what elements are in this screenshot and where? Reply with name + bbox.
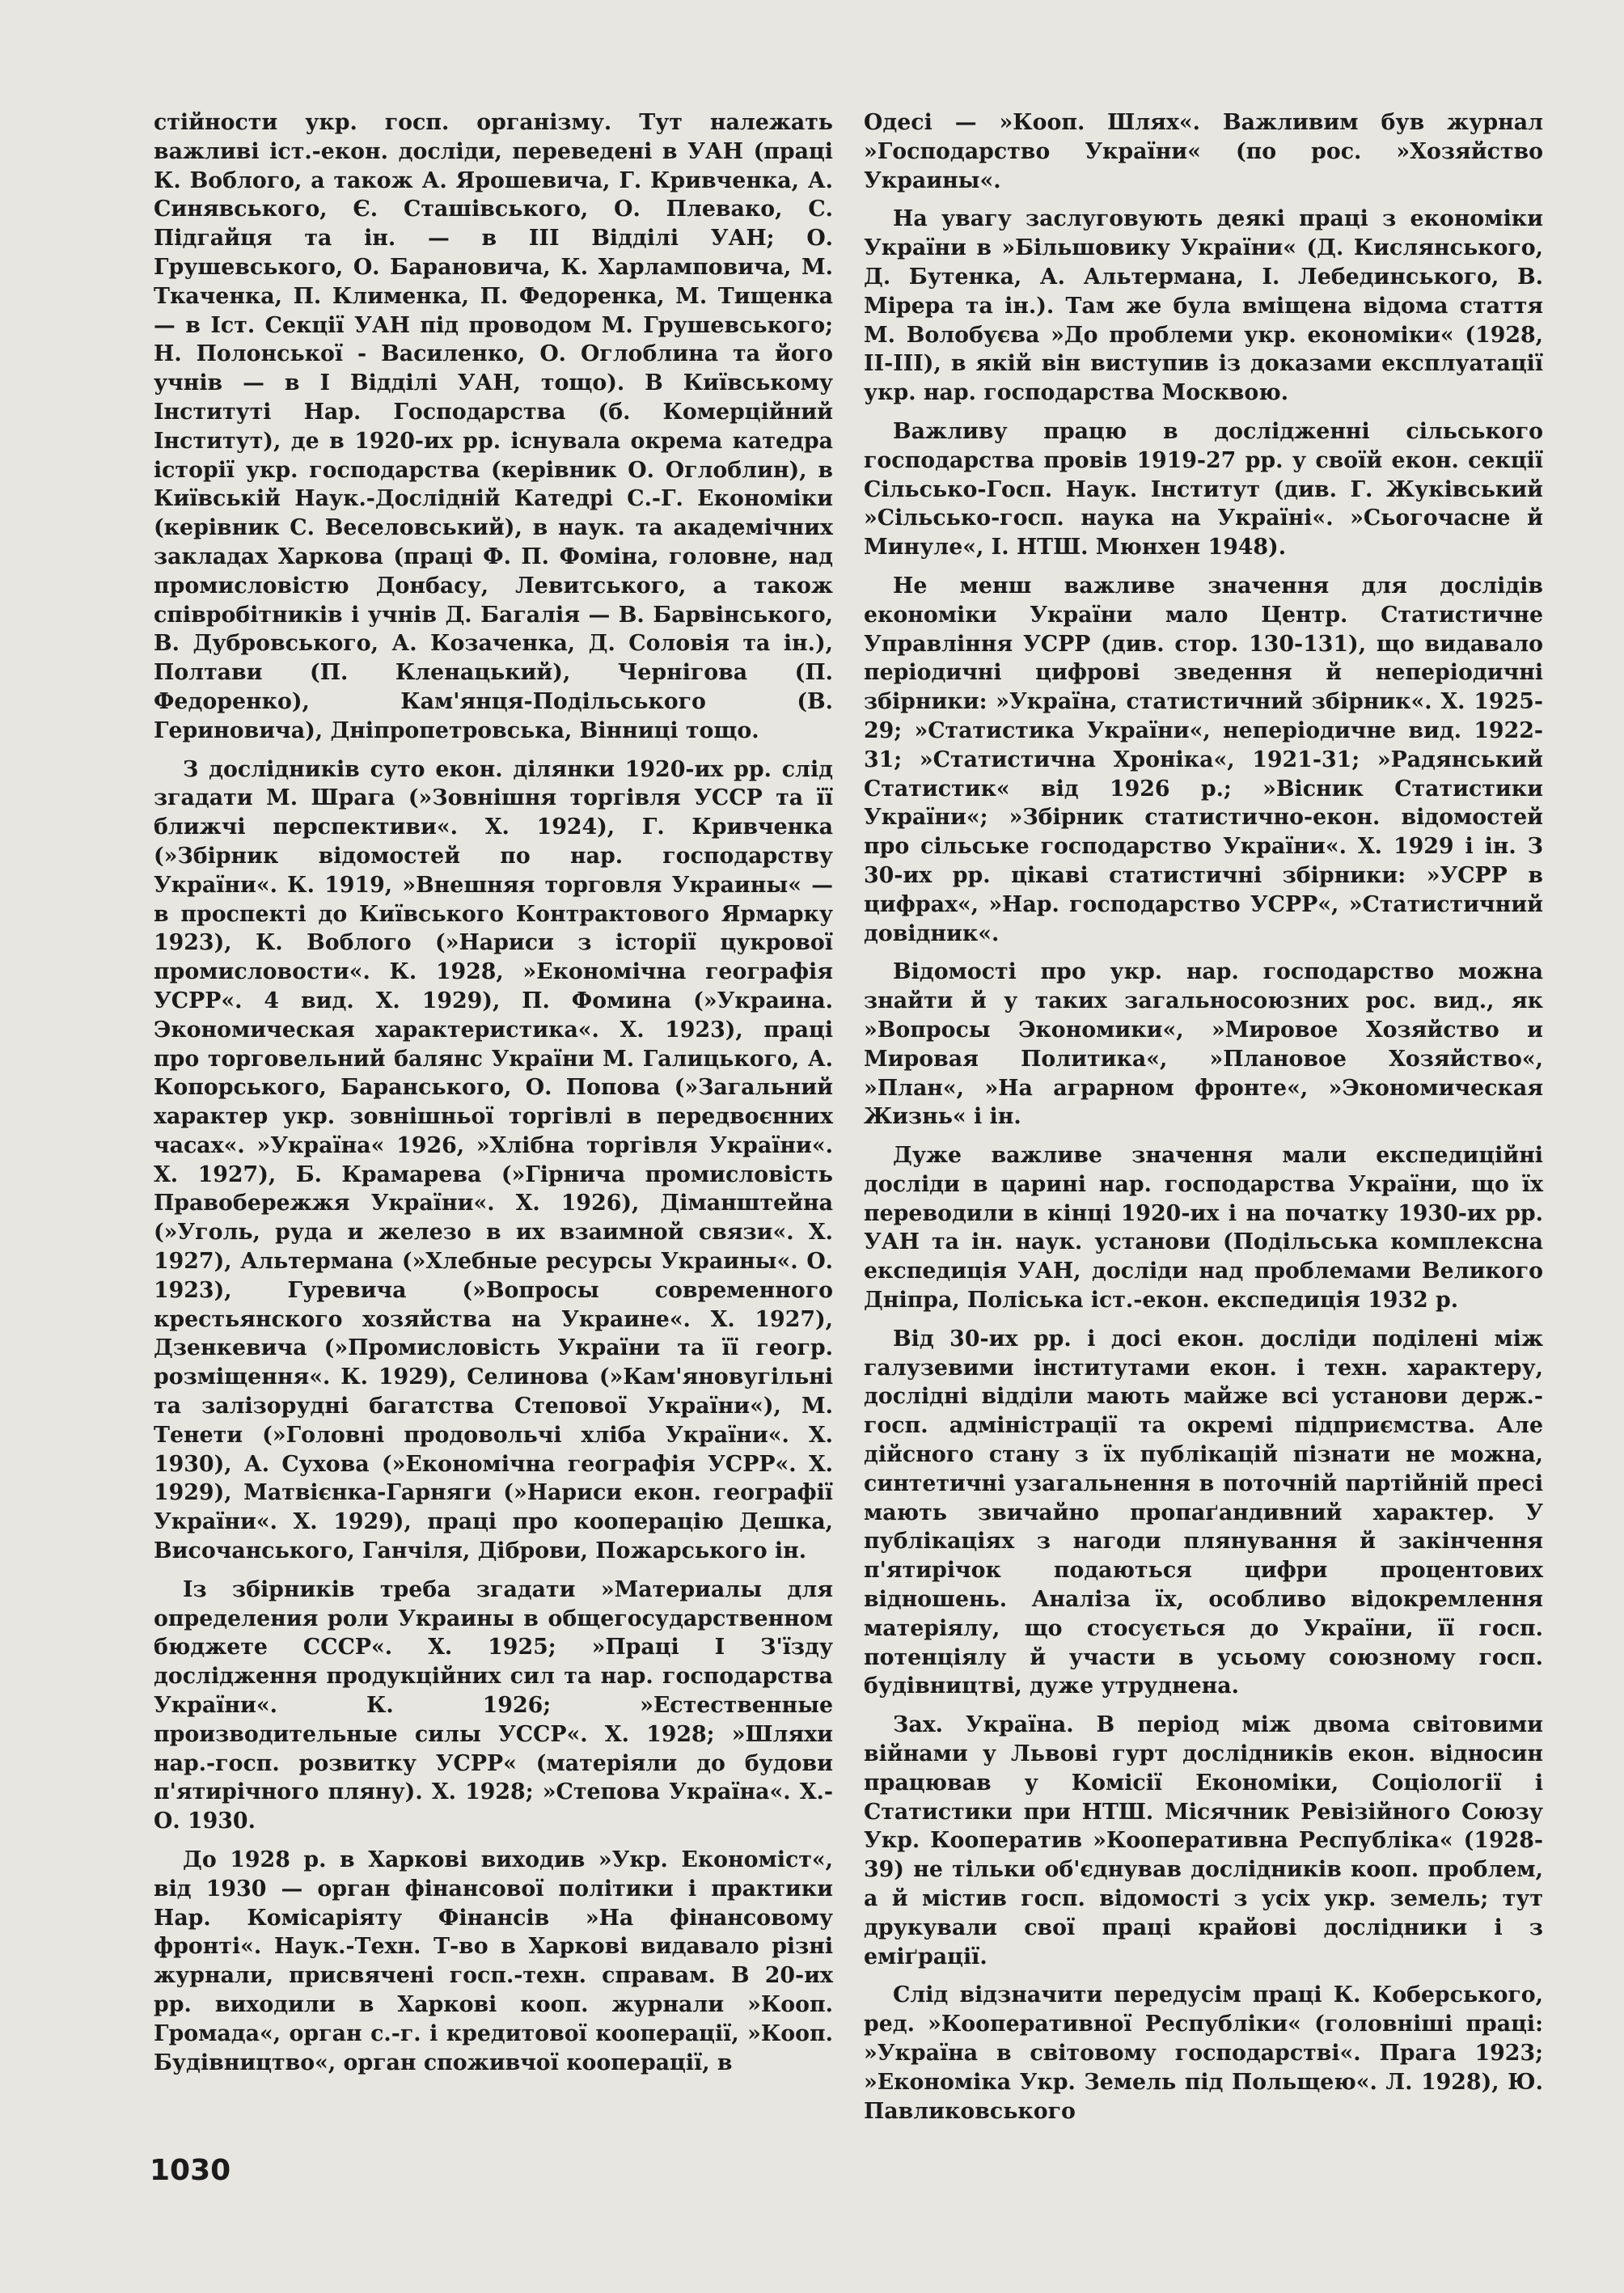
paragraph: На увагу заслуговують деякі праці з економіки України в »Більшовику України« (Д. Кислянського, Д. Бутенка, А. Альтермана, І. Лебединського, В. Мірера та ін.). Там же була вміщена відома стаття М. Волобуєва »До проблеми укр. економіки« (1928, II-III), в якій він виступив із доказами експлуатації укр. нар. господарства Москвою. [864, 206, 1543, 406]
paragraph: Відомості про укр. нар. господарство можна знайти й у таких загальносоюзних рос. вид., як »Вопросы Экономики«, »Мировое Хозяйство и Мировая Политика«, »Плановое Хозяйство«, »План«, »На аграрном фронте«, »Экономическая Жизнь« і ін. [864, 959, 1543, 1130]
paragraph: стійности укр. госп. організму. Тут належать важливі іст.-екон. досліди, переведені в УАН (праці К. Воблого, а також А. Ярошевича, Г. Кривченка, А. Синявського, Є. Сташівського, О. Плевако, С. Підгайця та ін. — в III Відділі УАН; О. Грушевського, О. Барановича, К. Харламповича, М. Ткаченка, П. Клименка, П. Федоренка, М. Тищенка — в Іст. Секції УАН під проводом М. Грушевського; Н. Полонської - Василенко, О. Оглоблина та його учнів — в І Відділі УАН, тощо). В Київському Інституті Нар. Господарства (б. Комерційний Інститут), де в 1920-их рр. існувала окрема катедра історії укр. господарства (керівник О. Оглоблин), в Київській Наук.-Дослідній Катедрі С.-Г. Економіки (керівник С. Веселовський), в наук. та академічних закладах Харкова (праці Ф. П. Фоміна, головне, над промисловістю Донбасу, Левитського, а також співробітників і учнів Д. Багалія — В. Барвінського, В. Дубровського, А. Козаченка, Д. Соловія та ін.), Полтави (П. Кленацький), Чернігова (П. Федоренко), Кам'янця-Подільського (В. Гериновича), Дніпропетровська, Вінниці тощо. [154, 110, 833, 743]
paragraph: З дослідників суто екон. ділянки 1920-их рр. слід згадати М. Шрага (»Зовнішня торгівля УССР та її ближчі перспективи«. Х. 1924), Г. Кривченка (»Збірник відомостей по нар. господарству України«. К. 1919, »Внешняя торговля Украины« — в проспекті до Київського Контрактового Ярмарку 1923), К. Воблого (»Нариси з історії цукрової промисловости«. К. 1928, »Економічна географія УСРР«. 4 вид. Х. 1929), П. Фомина (»Украина. Экономическая характеристика«. Х. 1923), праці про торговельний балянс України М. Галицького, А. Копорського, Баранського, О. Попова (»Загальний характер укр. зовнішньої торгівлі в передвоєнних часах«. »Україна« 1926, »Хлібна торгівля України«. Х. 1927), Б. Крамарева (»Гірнича промисловість Правобережжя України«. Х. 1926), Діманштейна (»Уголь, руда и железо в их взаимной связи«. Х. 1927), Альтермана (»Хлебные ресурсы Украины«. О. 1923), Гуревича (»Вопросы современного крестьянского хозяйства на Украине«. Х. 1927), Дзенкевича (»Промисловість України та її геогр. розміщення«. К. 1929), Селинова (»Кам'яновугільні та залізорудні багатства Степової України«), М. Тенети (»Головні продовольчі хліба України«. Х. 1930), А. Сухова (»Економічна географія УСРР«. Х. 1929), Матвієнка-Гарняги (»Нариси екон. географії України«. Х. 1929), праці про кооперацію Дешка, Височанського, Ганчіля, Діброви, Пожарського ін. [154, 756, 833, 1564]
page-number: 1030 [150, 2154, 231, 2187]
left-text-column [154, 108, 833, 2087]
paragraph: Важливу працю в дослідженні сільського господарства провів 1919-27 рр. у своїй екон. секції Сільсько-Госп. Наук. Інститут (див. Г. Жуківський »Сільсько-госп. наука на Україні«. »Сьогочасне й Минуле«, I. НТШ. Мюнхен 1948). [864, 418, 1543, 561]
paragraph: Слід відзначити передусім праці К. Коберського, ред. »Кооперативної Республіки« (головніші праці: »Україна в світовому господарстві«. Прага 1923; »Економіка Укр. Земель під Польщею«. Л. 1928), Ю. Павликовського [864, 1982, 1543, 2124]
paragraph: Дуже важливе значення мали експедиційні досліди в царині нар. господарства України, що їх переводили в кінці 1920-их і на початку 1930-их рр. УАН та ін. наук. установи (Подільська комплексна експедиція УАН, досліди над проблемами Великого Дніпра, Поліська іст.-екон. експедиція 1932 р. [864, 1143, 1543, 1314]
paragraph: Не менш важливе значення для дослідів економіки України мало Центр. Статистичне Управління УСРР (див. стор. 130-131), що видавало періодичні цифрові зведення й неперіодичні збірники: »Україна, статистичний збірник«. Х. 1925-29; »Статистика України«, неперіодичне вид. 1922-31; »Статистична Хроніка«, 1921-31; »Радянський Статистик« від 1926 р.; »Вісник Статистики України«; »Збірник статистично-екон. відомостей про сільське господарство України«. Х. 1929 і ін. З 30-их рр. цікаві статистичні збірники: »УСРР в цифрах«, »Нар. господарство УСРР«, »Статистичний довідник«. [864, 573, 1543, 946]
paragraph: Зах. Україна. В період між двома світовими війнами у Львові гурт дослідників екон. відносин працював у Комісії Економіки, Соціології і Статистики при НТШ. Місячник Ревізійного Союзу Укр. Кооператив »Кооперативна Республіка« (1928-39) не тільки об'єднував дослідників кооп. проблем, а й містив госп. відомості з усіх укр. земель; тут друкували свої праці крайові дослідники і з еміґрації. [864, 1712, 1543, 1969]
right-text-column [864, 108, 1543, 2135]
paragraph: Одесі — »Кооп. Шлях«. Важливим був журнал »Господарство України« (по рос. »Хозяйство Украины«. [864, 110, 1543, 193]
paragraph: Із збірників треба згадати »Материалы для определения роли Украины в общегосударственном бюджете СССР«. Х. 1925; »Праці I З'їзду дослідження продукційних сил та нар. господарства України«. К. 1926; »Естественные производительные силы УССР«. Х. 1928; »Шляхи нар.-госп. розвитку УСРР« (матеріяли до будови п'ятирічного пляну). Х. 1928; »Степова Україна«. Х.-О. 1930. [154, 1576, 833, 1834]
paragraph: Від 30-их рр. і досі екон. досліди поділені між галузевими інститутами екон. і техн. характеру, дослідні відділи мають майже всі установи держ.-госп. адміністрації та окремі підприємства. Але дійсного стану з їх публікацій пізнати не можна, синтетичні узагальнення в поточній партійній пресі мають звичайно пропаґандивний характер. У публікаціях з нагоди плянування й закінчення п'ятирічок подаються цифри процентових відношень. Аналіза їх, особливо відокремлення матеріялу, що стосується до України, її госп. потенціялу й участи в усьому союзному госп. будівництві, дуже утруднена. [864, 1326, 1543, 1699]
paragraph: До 1928 р. в Харкові виходив »Укр. Економіст«, від 1930 — орган фінансової політики і практики Нар. Комісаріяту Фінансів »На фінансовому фронті«. Наук.-Техн. Т-во в Харкові видавало різні журнали, присвячені госп.-техн. справам. В 20-их рр. виходили в Харкові кооп. журнали »Кооп. Громада«, орган с.-г. і кредитової кооперації, »Кооп. Будівництво«, орган споживчої кооперації, в [154, 1847, 833, 2075]
